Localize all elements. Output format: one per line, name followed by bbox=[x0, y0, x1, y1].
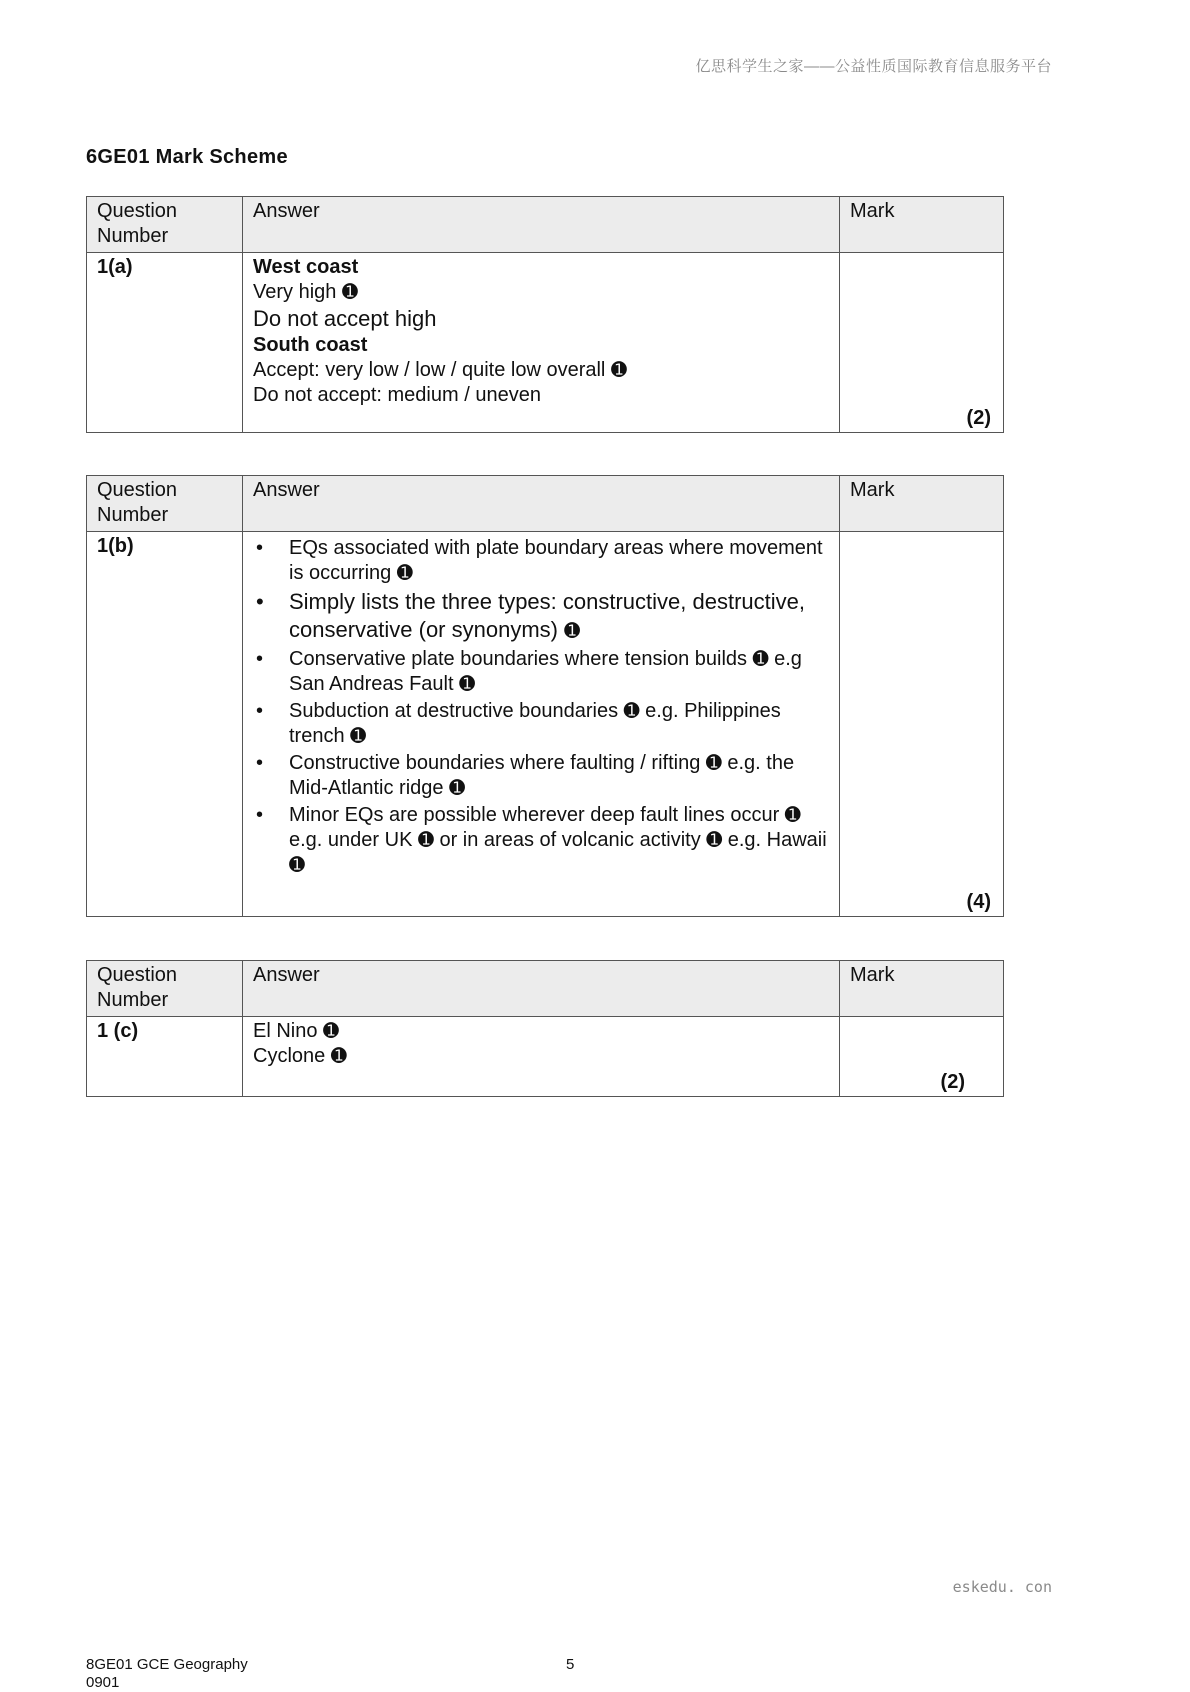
table-header-row bbox=[87, 476, 1004, 532]
mark-tick-icon: ➊ bbox=[449, 777, 465, 799]
list-item: • EQs associated with plate boundary areas where movement is occurring ➊ bbox=[289, 536, 829, 586]
list-item: • Conservative plate boundaries where tension builds ➊ e.g San Andreas Fault ➊ bbox=[289, 647, 829, 697]
answer-header: Answer bbox=[243, 197, 840, 253]
question-number: 1 (c) bbox=[87, 1017, 243, 1097]
table-header-row bbox=[87, 961, 1004, 1017]
list-item: • Subduction at destructive boundaries ➊ e.g. Philippines trench ➊ bbox=[289, 699, 829, 749]
mark-tick-icon: ➊ bbox=[784, 804, 801, 826]
table-header-row bbox=[87, 197, 1004, 253]
mark-cell bbox=[840, 253, 1004, 433]
mark-tick-icon: ➊ bbox=[610, 359, 627, 381]
mark-tick-icon: ➊ bbox=[623, 700, 640, 722]
mark-tick-icon: ➊ bbox=[323, 1020, 339, 1042]
mark-tick-icon: ➊ bbox=[289, 854, 305, 876]
mark-table-1c bbox=[86, 960, 1004, 1097]
footer-info bbox=[86, 1656, 248, 1692]
mark-header: Mark bbox=[840, 476, 1004, 532]
mark-cell bbox=[840, 1017, 1004, 1097]
question-number-header: Question Number bbox=[87, 961, 243, 1017]
question-number: 1(b) bbox=[87, 532, 243, 917]
table-row bbox=[87, 532, 1004, 917]
mark-header: Mark bbox=[840, 961, 1004, 1017]
mark-value: (4) bbox=[966, 891, 991, 913]
mark-tick-icon: ➊ bbox=[705, 752, 722, 774]
table-row bbox=[87, 1017, 1004, 1097]
watermark-bottom: eskedu. con bbox=[952, 1578, 1052, 1596]
mark-table-1b bbox=[86, 475, 1004, 917]
mark-tick-icon: ➊ bbox=[706, 829, 723, 851]
footer-session: 0901 bbox=[86, 1674, 120, 1691]
answer-cell bbox=[243, 1017, 840, 1097]
answer-heading: West coast bbox=[253, 256, 359, 278]
mark-tick-icon: ➊ bbox=[350, 725, 367, 747]
mark-table-1a bbox=[86, 196, 1004, 433]
mark-header: Mark bbox=[840, 197, 1004, 253]
list-item: • Minor EQs are possible wherever deep fault lines occur ➊ e.g. under UK ➊ or in areas of volcanic activity ➊ e.g. Hawaii ➊ bbox=[289, 803, 829, 878]
question-number-header: Question Number bbox=[87, 197, 243, 253]
answer-line: Do not accept: medium / uneven bbox=[253, 384, 541, 406]
question-number-header: Question Number bbox=[87, 476, 243, 532]
mark-value: (2) bbox=[966, 407, 991, 429]
mark-value: (2) bbox=[940, 1071, 965, 1093]
answer-points bbox=[253, 536, 829, 878]
question-number: 1(a) bbox=[87, 253, 243, 433]
answer-line: Accept: very low / low / quite low overall ➊ bbox=[253, 359, 627, 381]
mark-tick-icon: ➊ bbox=[330, 1045, 347, 1067]
mark-tick-icon: ➊ bbox=[459, 673, 476, 695]
answer-header: Answer bbox=[243, 961, 840, 1017]
answer-cell bbox=[243, 253, 840, 433]
mark-tick-icon: ➊ bbox=[752, 648, 769, 670]
answer-line: El Nino ➊ bbox=[253, 1020, 339, 1042]
list-item: • Constructive boundaries where faulting / rifting ➊ e.g. the Mid-Atlantic ridge ➊ bbox=[289, 751, 829, 801]
mark-tick-icon: ➊ bbox=[396, 562, 413, 584]
mark-tick-icon: ➊ bbox=[417, 829, 434, 851]
page-title: 6GE01 Mark Scheme bbox=[86, 146, 288, 168]
answer-line: Very high ➊ bbox=[253, 281, 358, 303]
mark-cell bbox=[840, 532, 1004, 917]
watermark-top: 亿思科学生之家——公益性质国际教育信息服务平台 bbox=[695, 58, 1052, 75]
mark-tick-icon: ➊ bbox=[564, 620, 581, 642]
list-item: • Simply lists the three types: constructive, destructive, conservative (or synonyms) ➊ bbox=[289, 588, 829, 645]
answer-cell bbox=[243, 532, 840, 917]
answer-heading: South coast bbox=[253, 334, 368, 356]
mark-tick-icon: ➊ bbox=[341, 281, 358, 303]
footer-course: 8GE01 GCE Geography bbox=[86, 1656, 248, 1673]
table-row bbox=[87, 253, 1004, 433]
page-number: 5 bbox=[566, 1656, 575, 1673]
answer-line: Cyclone ➊ bbox=[253, 1045, 347, 1067]
answer-header: Answer bbox=[243, 476, 840, 532]
answer-line: Do not accept high bbox=[253, 306, 437, 331]
